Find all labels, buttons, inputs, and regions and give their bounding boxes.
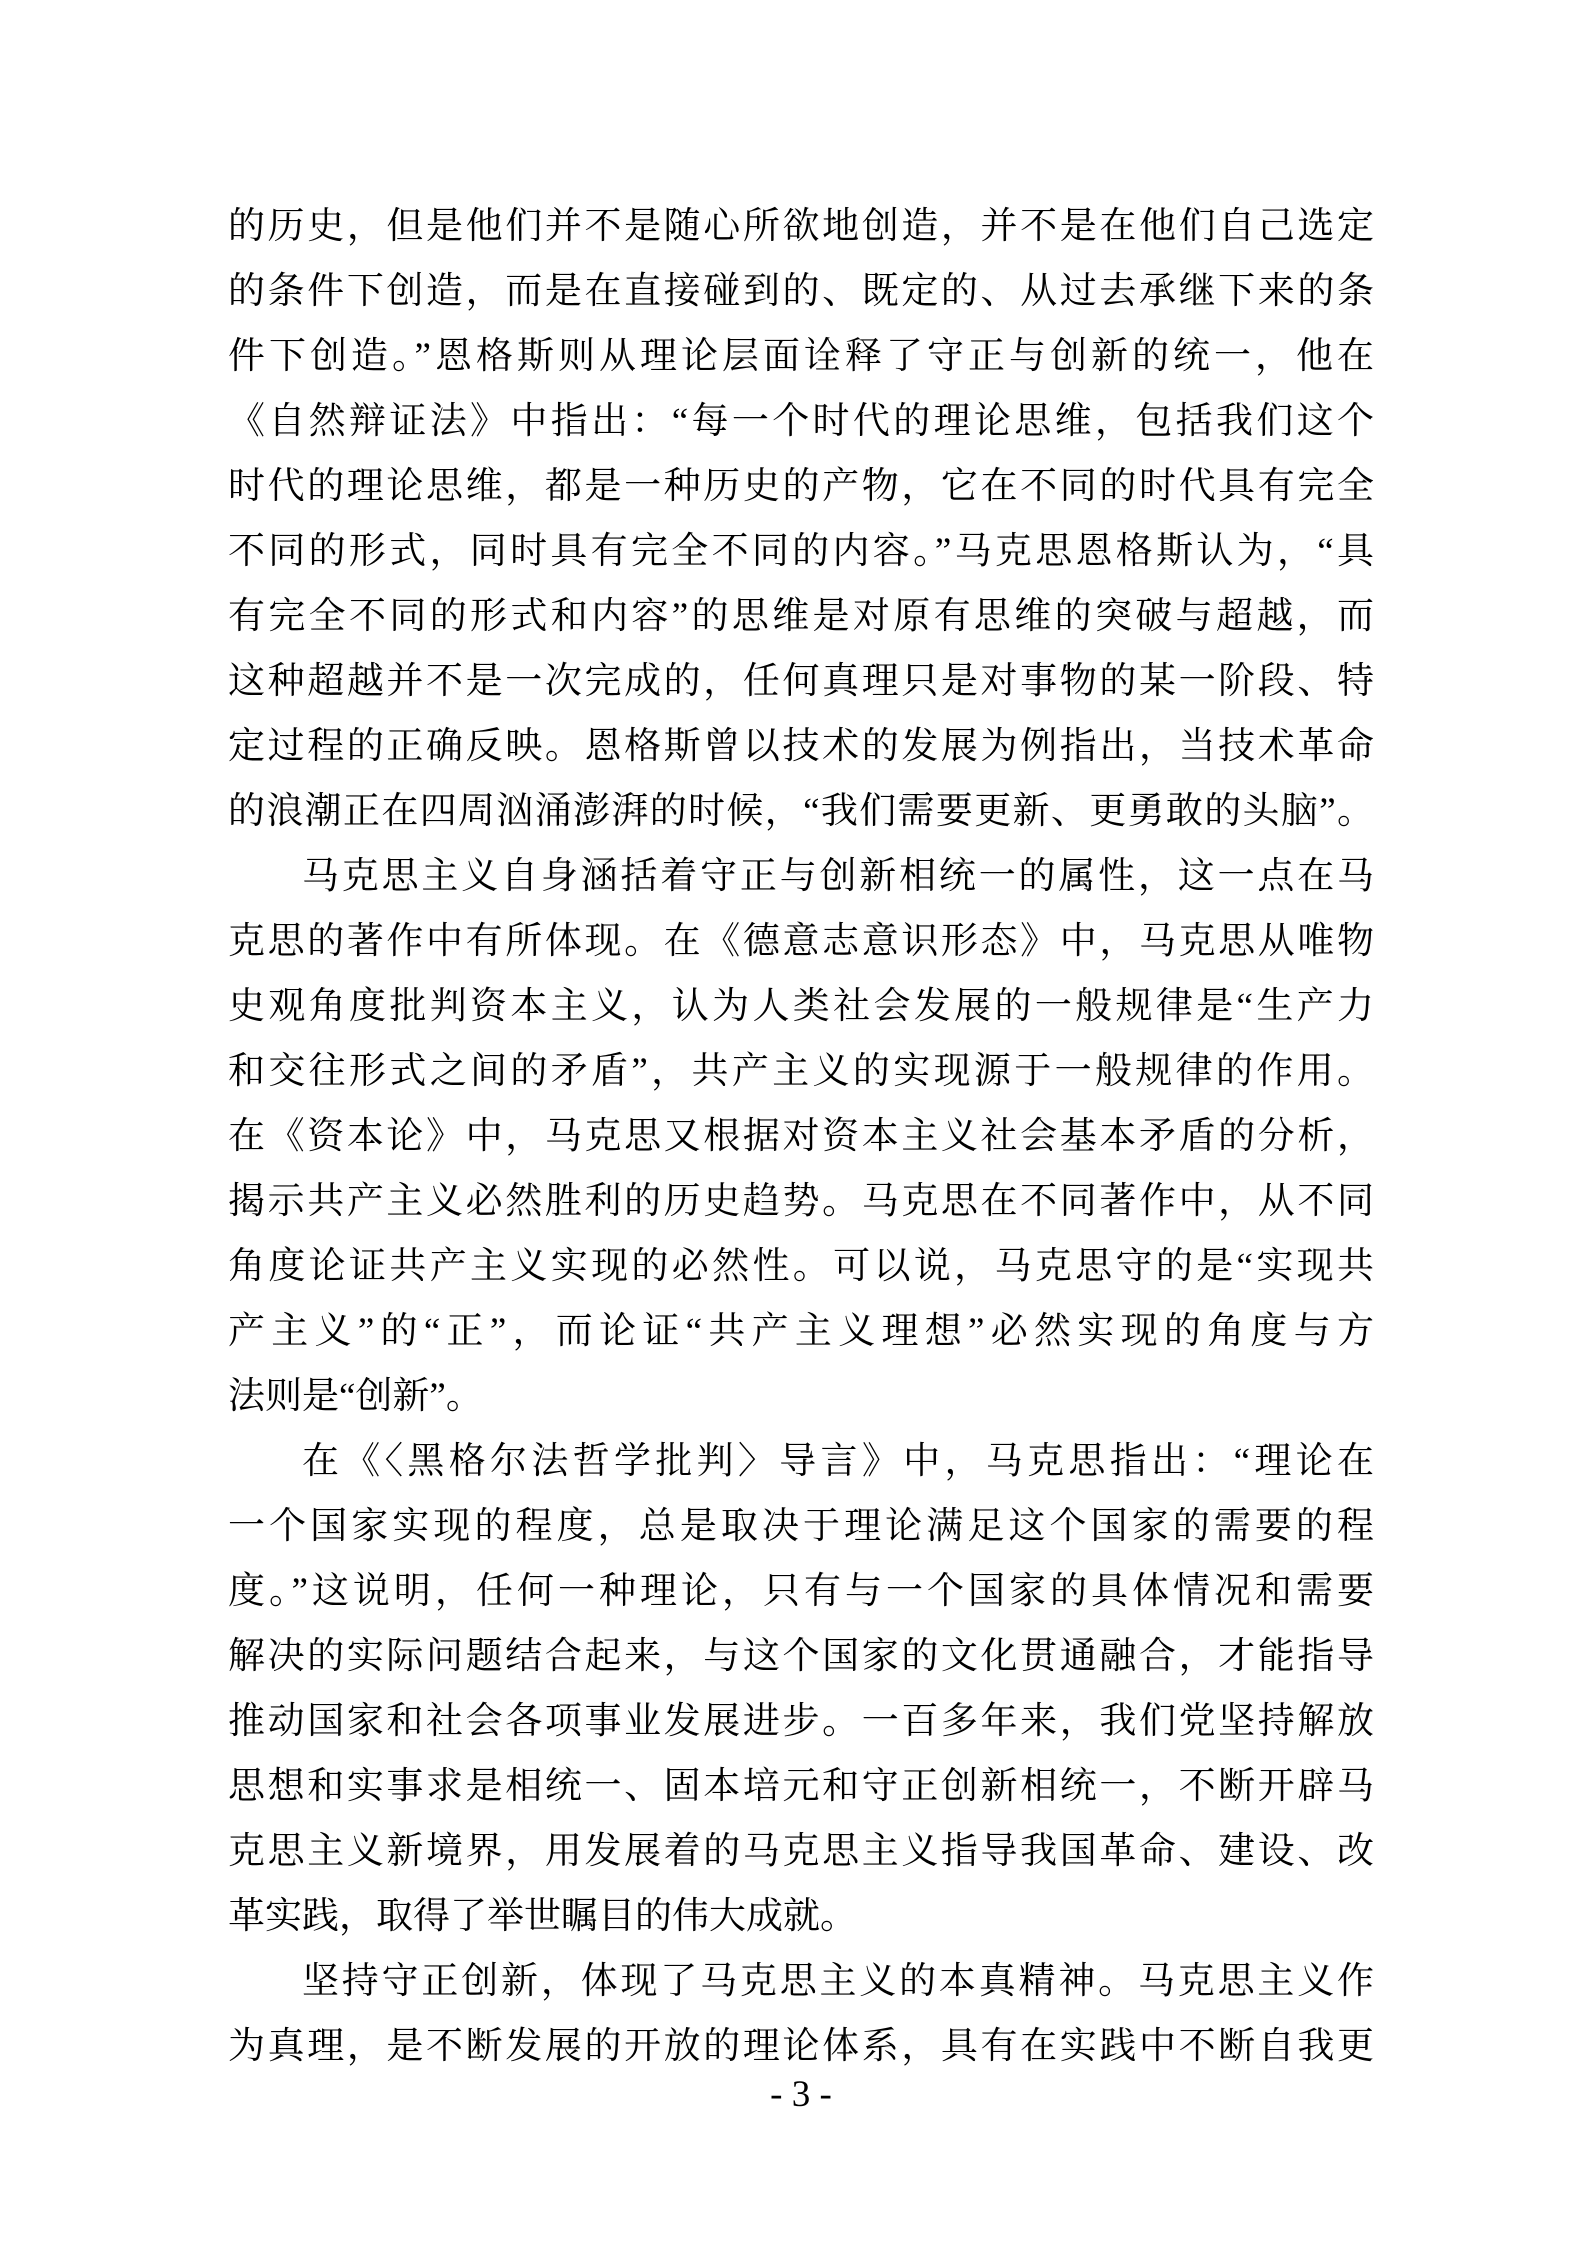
text-line: 革实践，取得了举世瞩目的伟大成就。 (228, 1896, 857, 1937)
text-line: 解决的实际问题结合起来，与这个国家的文化贯通融合，才能指导 (228, 1636, 1374, 1677)
text-line: 的条件下创造，而是在直接碰到的、既定的、从过去承继下来的条 (228, 271, 1374, 312)
text-line: 度。”这说明，任何一种理论，只有与一个国家的具体情况和需要 (228, 1571, 1374, 1612)
text-line: 推动国家和社会各项事业发展进步。一百多年来，我们党坚持解放 (228, 1701, 1374, 1742)
text-line: 《自然辩证法》中指出：“每一个时代的理论思维，包括我们这个 (228, 401, 1374, 442)
text-line: 件下创造。”恩格斯则从理论层面诠释了守正与创新的统一，他在 (228, 336, 1374, 377)
text-line: 法则是“创新”。 (228, 1376, 483, 1417)
text-line: 有完全不同的形式和内容”的思维是对原有思维的突破与超越，而 (228, 596, 1374, 637)
text-line: 在《〈黑格尔法哲学批判〉导言》中，马克思指出：“理论在 (302, 1441, 1374, 1482)
text-line: 坚持守正创新，体现了马克思主义的本真精神。马克思主义作 (302, 1961, 1374, 2002)
text-line: 时代的理论思维，都是一种历史的产物，它在不同的时代具有完全 (228, 466, 1374, 507)
text-line: 史观角度批判资本主义，认为人类社会发展的一般规律是“生产力 (228, 986, 1374, 1027)
text-line: 和交往形式之间的矛盾”，共产主义的实现源于一般规律的作用。 (228, 1051, 1374, 1092)
text-line: 的浪潮正在四周汹涌澎湃的时候，“我们需要更新、更勇敢的头脑”。 (228, 791, 1374, 832)
text-line: 不同的形式，同时具有完全不同的内容。”马克思恩格斯认为，“具 (228, 531, 1374, 572)
text-line: 产主义”的“正”，而论证“共产主义理想”必然实现的角度与方 (228, 1311, 1374, 1352)
text-line: 定过程的正确反映。恩格斯曾以技术的发展为例指出，当技术革命 (228, 726, 1374, 767)
text-line: 角度论证共产主义实现的必然性。可以说，马克思守的是“实现共 (228, 1246, 1374, 1287)
text-line: 这种超越并不是一次完成的，任何真理只是对事物的某一阶段、特 (228, 661, 1374, 702)
document-body (228, 194, 1374, 2079)
page-number: - 3 - (770, 2074, 832, 2115)
text-line: 马克思主义自身涵括着守正与创新相统一的属性，这一点在马 (302, 856, 1374, 897)
text-line: 揭示共产主义必然胜利的历史趋势。马克思在不同著作中，从不同 (228, 1181, 1374, 1222)
text-line: 克思的著作中有所体现。在《德意志意识形态》中，马克思从唯物 (228, 921, 1374, 962)
text-line: 一个国家实现的程度，总是取决于理论满足这个国家的需要的程 (228, 1506, 1374, 1547)
text-line: 克思主义新境界，用发展着的马克思主义指导我国革命、建设、改 (228, 1831, 1374, 1872)
text-line: 在《资本论》中，马克思又根据对资本主义社会基本矛盾的分析， (228, 1116, 1374, 1157)
text-line: 的历史，但是他们并不是随心所欲地创造，并不是在他们自己选定 (228, 206, 1374, 247)
text-line: 思想和实事求是相统一、固本培元和守正创新相统一，不断开辟马 (228, 1766, 1374, 1807)
text-line: 为真理，是不断发展的开放的理论体系，具有在实践中不断自我更 (228, 2026, 1374, 2067)
